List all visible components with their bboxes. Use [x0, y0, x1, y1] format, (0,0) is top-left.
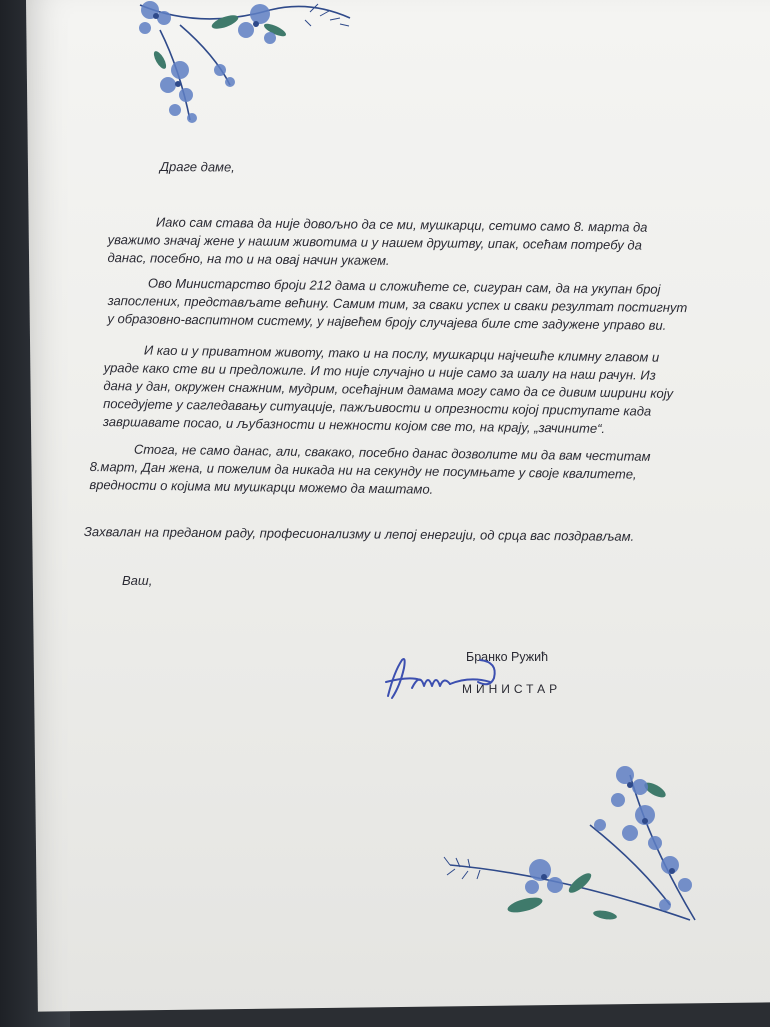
paragraph-1-line-1: Иако сам става да није довољно да се ми, мушкарци, сетимо само 8. марта да: [155, 214, 648, 235]
paragraph-3-line-3: дана у дан, окружен снажним, мудрим, осећајним дамама могу само да се дивим ширини коју: [103, 377, 674, 401]
signatory-name: Бранко Ружић: [466, 650, 549, 664]
paragraph-1-line-2: уважимо значај жене у нашим животима и у нашем друштву, ипак, осећам потребу да: [107, 231, 642, 253]
handwritten-signature: [380, 652, 500, 702]
paragraph-3-line-2: ураде како сте ви и предложиле. И то није случајно и није само за шалу на наш рачун. Из: [103, 359, 656, 383]
paragraph-3-line-4: поседујете у сагледавању ситуације, пажљивости и опрезности којој приступате када: [103, 395, 652, 419]
paragraph-4: [89, 440, 650, 502]
paragraph-2: [107, 274, 687, 335]
paragraph-2-line-2: запослених, представљате већину. Самим тим, за сваки успех и сваки резултат постигнут: [107, 292, 688, 316]
paragraph-3-line-5: завршавате посао, и љубазности и нежности којом све то, на крају, „зачините“.: [102, 413, 606, 437]
paragraph-3-line-1: И као и у приватном животу, тако и на послу, мушкарци најчешће климну главом и: [143, 342, 660, 365]
floral-decoration-bottom-icon: [440, 755, 710, 935]
paragraph-1-line-3: данас, посебно, на то и на овај начин укажем.: [107, 249, 390, 268]
paragraph-4-line-2: 8.март, Дан жена, и пожелим да никада ни на секунду не посумњате у своје квалитете,: [89, 458, 637, 482]
paragraph-1: [107, 213, 647, 273]
signatory-title: МИНИСТАР: [462, 682, 562, 696]
closing-line: Захвалан на преданом раду, професионализму и лепој енергији, од срца вас поздрављам.: [83, 523, 635, 544]
sign-off: Ваш,: [122, 573, 153, 588]
paragraph-2-line-3: у образовно-васпитном систему, у највећем броју случајева биле сте задужене управо ви.: [107, 310, 667, 333]
paragraph-4-line-1: Стога, не само данас, али, свакако, посебно данас дозволите ми да вам честитам: [133, 441, 651, 464]
greeting: Драге даме,: [159, 158, 235, 175]
paragraph-3: [103, 341, 674, 439]
paragraph-4-line-3: вредности о којима ми мушкарци можемо да маштамо.: [89, 476, 434, 497]
paragraph-2-line-1: Ово Министарство броји 212 дама и сложићете се, сигуран сам, да на укупан број: [147, 275, 661, 297]
